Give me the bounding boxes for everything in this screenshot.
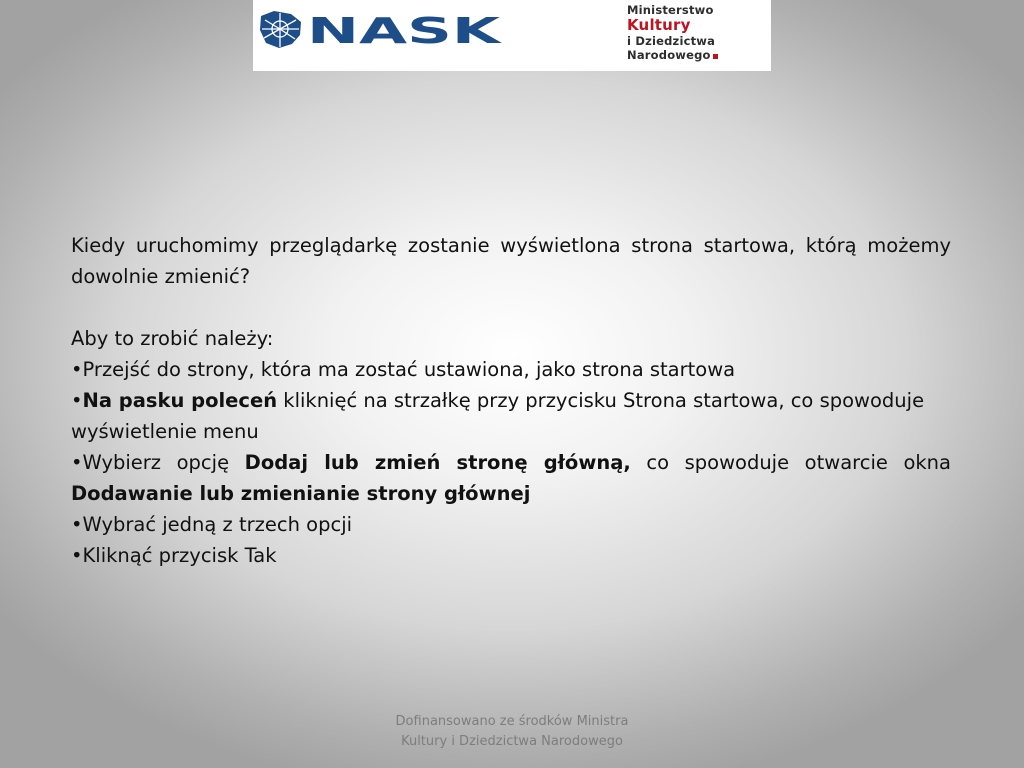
step-1-text: Przejść do strony, która ma zostać ustawiona, jako strona startowa xyxy=(82,358,736,381)
step-4 xyxy=(71,509,951,540)
intro-paragraph: Kiedy uruchomimy przeglądarkę zostanie wyświetlona strona startowa, którą możemy dowolnie zmienić? xyxy=(71,234,951,288)
step-3-bold: Dodaj lub zmień stronę główną, xyxy=(244,451,631,474)
nask-wordmark: NASK xyxy=(307,11,502,52)
step-3 xyxy=(71,447,951,509)
step-1 xyxy=(71,354,951,385)
ministry-line-2: Kultury xyxy=(627,16,691,34)
ministry-line-1: Ministerstwo xyxy=(627,3,714,17)
ministry-logo xyxy=(627,3,767,67)
bullet: • xyxy=(71,513,83,536)
step-2 xyxy=(71,385,951,447)
logo-bar xyxy=(253,0,771,71)
bullet: • xyxy=(71,389,83,412)
footer-line-1: Dofinansowano ze środków Ministra xyxy=(395,714,629,729)
step-5-text: Kliknąć przycisk Tak xyxy=(82,544,277,567)
step-4-text: Wybrać jedną z trzech opcji xyxy=(82,513,353,536)
bullet: • xyxy=(71,544,83,567)
ministry-line-4-text: Narodowego xyxy=(627,48,711,62)
bullet: • xyxy=(71,451,83,474)
step-2-text: kliknięć na strzałkę przy przycisku Strona startowa, co spowoduje wyświetlenie menu xyxy=(71,389,925,443)
footer-line-2: Kultury i Dziedzictwa Narodowego xyxy=(401,734,623,749)
step-2-bold: Na pasku poleceń xyxy=(82,389,278,412)
ministry-line-4 xyxy=(627,48,767,62)
ministry-dot-icon xyxy=(713,54,718,59)
ministry-line-3: i Dziedzictwa xyxy=(627,34,716,48)
spacer xyxy=(71,292,951,323)
lead-line: Aby to zrobić należy: xyxy=(71,327,274,350)
footer-note xyxy=(312,712,712,752)
step-3-bold-2: Dodawanie lub zmienianie strony głównej xyxy=(71,482,531,505)
step-3-text-before: Wybierz opcję xyxy=(82,451,245,474)
nask-logo xyxy=(259,8,509,52)
step-3-text-after: co spowoduje otwarcie okna xyxy=(630,451,951,474)
bullet: • xyxy=(71,358,83,381)
nask-map-logo-icon xyxy=(260,11,301,48)
slide-body xyxy=(71,230,951,571)
step-5 xyxy=(71,540,951,571)
